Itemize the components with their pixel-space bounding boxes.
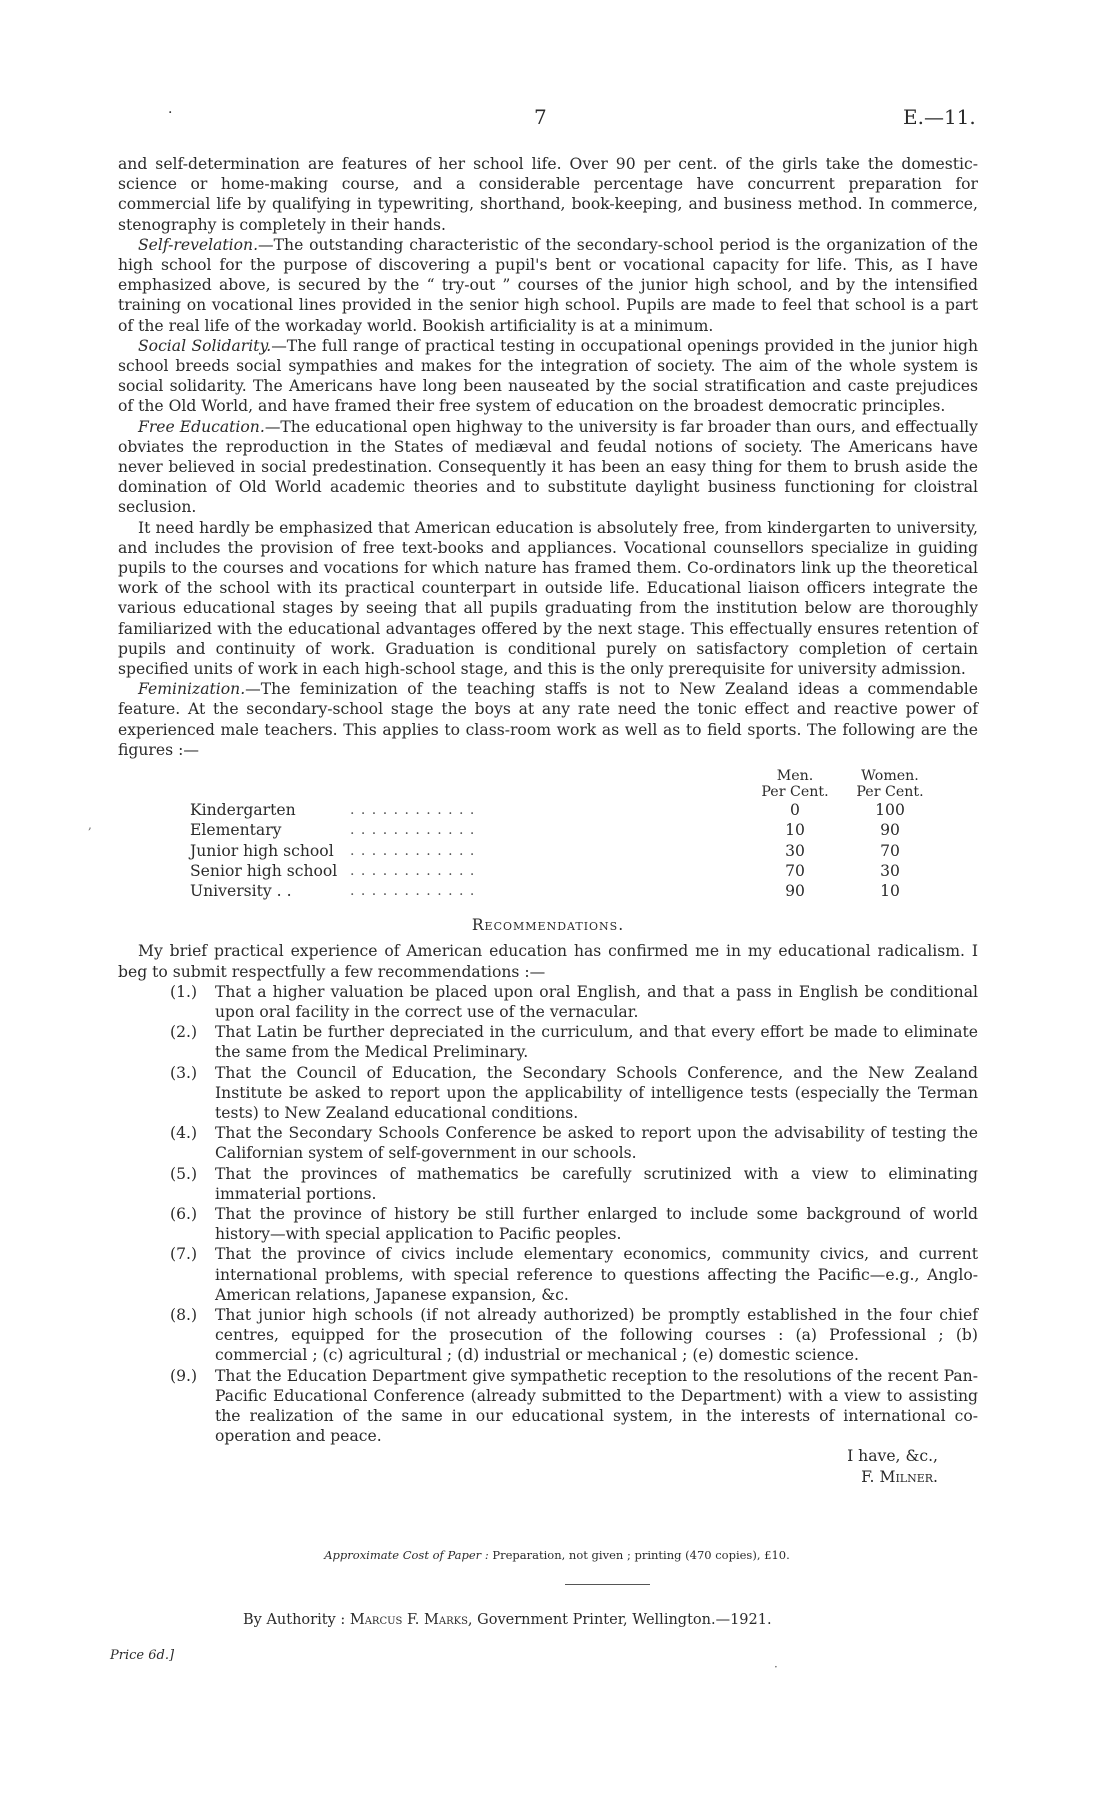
recommendation-item: (7.) That the province of civics include elementary economics, community civics, and current international problems, with special reference to questions affecting the Pacific—e.g., Anglo-American relations, Japanese expansion, &c. (170, 1245, 978, 1304)
printer-name: Marcus F. Marks, (349, 1612, 473, 1628)
recommendation-item: (9.) That the Education Department give sympathetic reception to the resolutions of the recent Pan-Pacific Educational Conference (already submitted to the Department) with a view to assisting the realization of the same in our educational system, in the interests of international co-operation and peace. (170, 1366, 978, 1446)
paragraph-1: and self-determination are features of her school life. Over 90 per cent. of the girls take the domestic-science or home-making course, and a considerable percentage have concurrent preparation for commercial life by qualifying in typewriting, shorthand, book-keeping, and business method. In commerce, stenography is completely in their hands. (118, 155, 978, 234)
section-lead: Free Education. (138, 417, 265, 436)
printer-imprint: By Authority : Marcus F. Marks, Government Printer, Wellington.—1921. (243, 1612, 772, 1628)
table-row: Senior high school . . . . . . . . . . . . 70 30 (190, 861, 900, 880)
cost-text: Preparation, not given ; printing (470 copies), £10. (492, 1548, 790, 1562)
paragraph-social-solidarity: Social Solidarity.—The full range of practical testing in occupational openings provided in the junior high school breeds social sympathies and makes for the integration of society. The aim of the whole system is social solidarity. The Americans have long been nauseated by the social stratification and caste prejudices of the Old World, and have framed their free system of education on the broadest democratic principles. (118, 336, 978, 416)
recommendation-item: (4.) That the Secondary Schools Conference be asked to report upon the advisability of testing the Californian system of self-government in our schools. (170, 1124, 978, 1163)
section-lead: Feminization. (138, 680, 246, 699)
recommendation-item: (1.) That a higher valuation be placed upon oral English, and that a pass in English be conditional upon oral facility in the correct use of the vernacular. (170, 982, 978, 1021)
page-header (0, 105, 1114, 135)
closing-line: I have, &c., (847, 1447, 938, 1466)
paragraph-free-education: Free Education.—The educational open highway to the university is far broader than ours, and effectually obviates the reproduction in the States of mediæval and feudal notions of society. The Americans have never believed in social predestination. Consequently it has been an easy thing for them to brush aside the domination of Old World academic theories and to substitute daylight business functioning for cloistral seclusion. (118, 417, 978, 517)
recommendation-item: (8.) That junior high schools (if not already authorized) be promptly established in the four chief centres, equipped for the prosecution of the following courses : (a) Professional ; (b) commercial ; (c) agricultural ; (d) industrial or mechanical ; (e) domestic science. (170, 1305, 978, 1365)
paragraph-absolutely-free: It need hardly be emphasized that American education is absolutely free, from kindergarten to university, and includes the provision of free text-books and appliances. Vocational counsellors specialize in guiding pupils to the courses and vocations for which nature has framed them. Co-ordinators link up the theoretical work of the school with its practical counterpart in outside life. Educational liaison officers integrate the various educational stages by seeing that all pupils graduating from the institution below are thoroughly familiarized with the educational advantages offered by the next stage. This effectually ensures retention of pupils and continuity of work. Graduation is conditional purely on satisfactory completion of certain specified units of work in each high-school stage, and this is the only prerequisite for university admission. (118, 518, 978, 679)
body-text (118, 154, 978, 1487)
section-lead: Social Solidarity. (138, 336, 272, 355)
recommendation-item: (3.) That the Council of Education, the Secondary Schools Conference, and the New Zealand Institute be asked to report upon the applicability of intelligence tests (especially the Terman tests) to New Zealand educational conditions. (170, 1063, 978, 1122)
column-header-women: Women. (861, 768, 919, 785)
divider-rule (565, 1584, 650, 1585)
column-unit-women: Per Cent. (856, 784, 924, 801)
table-row: Kindergarten . . . . . . . . . . . . 0 100 (190, 801, 905, 820)
table-row: University . . . . . . . . . . . . . . 90 10 (190, 881, 900, 900)
table-row: Junior high school . . . . . . . . . . . . 30 70 (190, 841, 900, 860)
cost-label: Approximate Cost of Paper : (324, 1548, 489, 1562)
section-lead: Self-revelation. (138, 235, 259, 254)
cost-of-paper-note (0, 1548, 1114, 1562)
recommendation-item: (6.) That the province of history be still further enlarged to include some background of world history—with special application to Pacific peoples. (170, 1204, 978, 1244)
column-header-men: Men. (776, 768, 814, 785)
recommendations-heading: Recommendations. (471, 916, 625, 935)
recommendations-intro: My brief practical experience of American education has confirmed me in my educational radicalism. I beg to submit respectfully a few recommendations :— (118, 942, 978, 981)
recommendation-item: (2.) That Latin be further depreciated in the curriculum, and that every effort be made to eliminate the same from the Medical Preliminary. (170, 1023, 978, 1062)
header-dot: · (168, 105, 173, 121)
margin-mark: · (774, 1660, 778, 1674)
column-unit-men: Per Cent. (761, 784, 829, 801)
table-row: Elementary . . . . . . . . . . . . 10 90 (190, 821, 900, 840)
price-note: Price 6d.] (110, 1648, 175, 1663)
signature: F. Milner. (861, 1467, 938, 1486)
page-number: 7 (534, 105, 547, 129)
margin-mark: , (88, 818, 92, 832)
paragraph-feminization: Feminization.—The feminization of the teaching staffs is not to New Zealand ideas a commendable feature. At the secondary-school stage the boys at any rate need the tonic effect and reactive power of experienced male teachers. This applies to class-room work as well as to field sports. The following are the figures :— (118, 680, 978, 759)
recommendation-item: (5.) That the provinces of mathematics be carefully scrutinized with a view to eliminating immaterial portions. (170, 1164, 978, 1203)
feminization-figures-table (190, 768, 940, 901)
document-reference: E.—11. (903, 105, 976, 129)
paragraph-self-revelation: Self-revelation.—The outstanding characteristic of the secondary-school period is the organization of the high school for the purpose of discovering a pupil's bent or vocational capacity for life. This, as I have emphasized above, is secured by the “ try-out ” courses of the junior high school, and by the intensified training on vocational lines provided in the senior high school. Pupils are made to feel that school is a part of the real life of the workaday world. Bookish artificiality is at a minimum. (118, 235, 978, 335)
